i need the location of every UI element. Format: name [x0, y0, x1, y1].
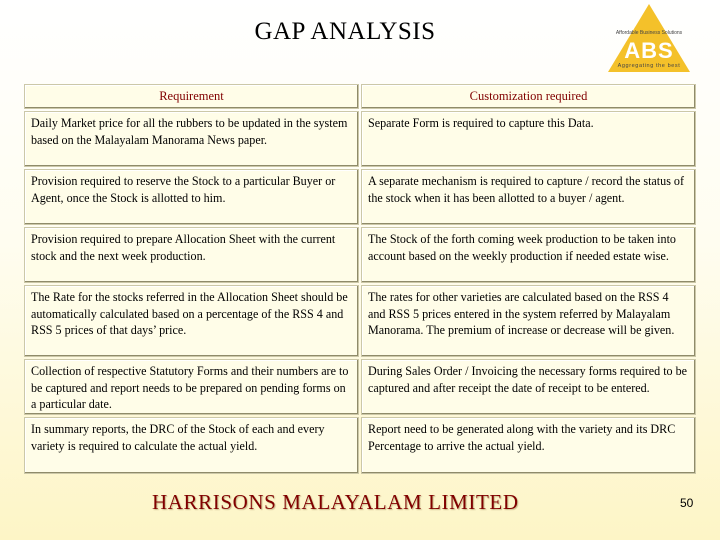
abs-logo: [604, 2, 694, 74]
table-row: [24, 417, 696, 474]
requirement-cell: Provision required to reserve the Stock to a particular Buyer or Agent, once the Stock is allotted to him.: [24, 169, 359, 225]
requirement-cell: In summary reports, the DRC of the Stock of each and every variety is required to calculate the actual yield.: [24, 417, 359, 474]
page-title: GAP ANALYSIS: [254, 18, 436, 45]
header-customization: Customization required: [361, 84, 696, 109]
requirement-cell: Daily Market price for all the rubbers to be updated in the system based on the Malayalam Manorama News paper.: [24, 111, 359, 167]
logo-top-text: Affordable Business Solutions: [615, 30, 683, 36]
table-header-row: [24, 84, 696, 109]
requirement-cell: Provision required to prepare Allocation Sheet with the current stock and the next week production.: [24, 227, 359, 283]
header-requirement: Requirement: [24, 84, 359, 109]
logo-tagline: Aggregating the best: [617, 63, 681, 69]
table-row: [24, 227, 696, 283]
customization-cell: The Stock of the forth coming week production to be taken into account based on the weekly production if needed estate wise.: [361, 227, 696, 283]
customization-cell: A separate mechanism is required to capture / record the status of the stock when it has been allotted to a buyer / agent.: [361, 169, 696, 225]
requirement-cell: Collection of respective Statutory Forms and their numbers are to be captured and report needs to be prepared on pending forms on a particular date.: [24, 359, 359, 415]
table-row: [24, 111, 696, 167]
customization-cell: Report need to be generated along with the variety and its DRC Percentage to arrive the actual yield.: [361, 417, 696, 474]
customization-cell: The rates for other varieties are calculated based on the RSS 4 and RSS 5 prices entered in the system referred by Malayalam Manorama. The premium of increase or decrease will be given.: [361, 285, 696, 357]
logo-mark: ABS: [624, 38, 674, 63]
table-row: [24, 285, 696, 357]
gap-analysis-table: [24, 84, 696, 476]
table-row: [24, 359, 696, 415]
company-footer: HARRISONS MALAYALAM LIMITED: [152, 490, 519, 514]
requirement-cell: The Rate for the stocks referred in the Allocation Sheet should be automatically calculated based on a percentage of the RSS 4 and RSS 5 prices of that days’ price.: [24, 285, 359, 357]
customization-cell: Separate Form is required to capture this Data.: [361, 111, 696, 167]
table-row: [24, 169, 696, 225]
customization-cell: During Sales Order / Invoicing the necessary forms required to be captured and after receipt the date of receipt to be entered.: [361, 359, 696, 415]
page-number: 50: [680, 496, 694, 510]
